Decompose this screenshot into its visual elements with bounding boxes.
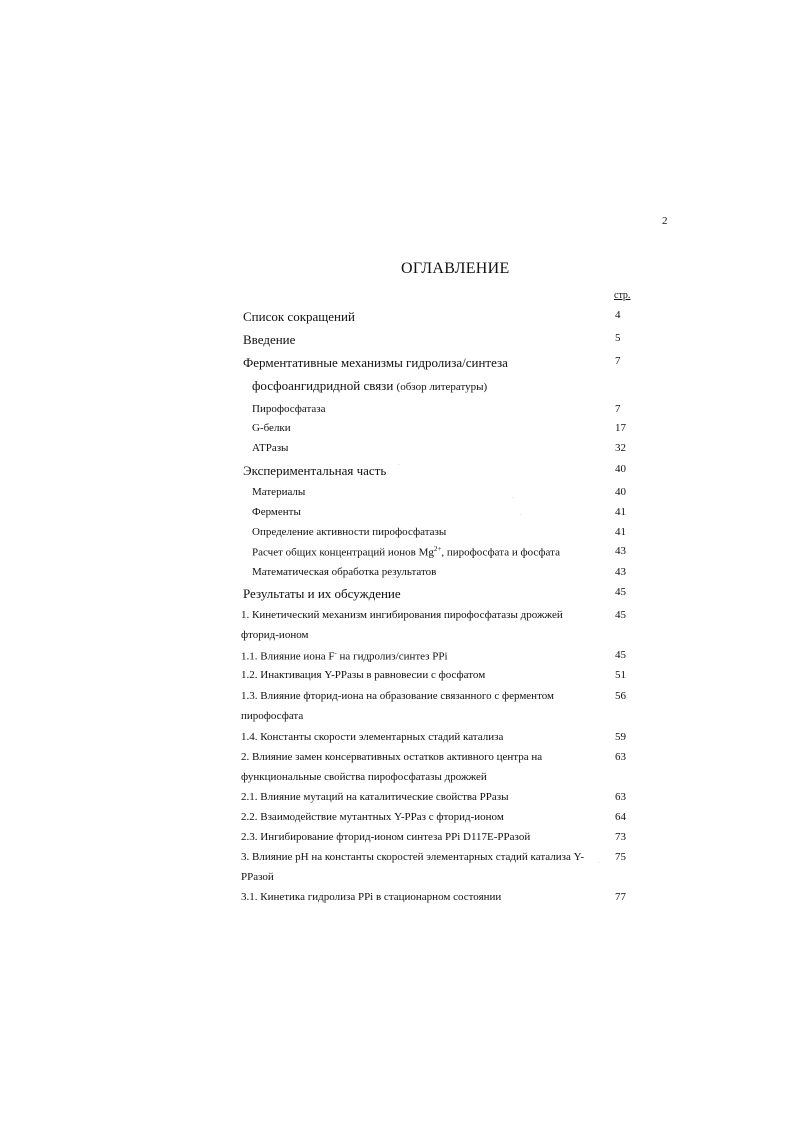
toc-entry-title: Материалы [252, 486, 306, 498]
superscript: - [334, 649, 337, 657]
toc-entry-title: АТРазы [252, 442, 289, 454]
toc-entry-page: 45 [615, 586, 626, 598]
toc-entry-title: Результаты и их обсуждение [243, 586, 401, 601]
toc-entry-title: 3. Влияние pH на константы скоростей элементарных стадий катализа Y- [241, 851, 584, 863]
toc-title: ОГЛАВЛЕНИЕ [401, 260, 510, 277]
toc-entry-title: Пирофосфатаза [252, 403, 326, 415]
scan-speck: . [598, 857, 600, 865]
superscript: 2+ [433, 545, 442, 553]
toc-entry-page: 63 [615, 751, 626, 763]
toc-entry-page: 40 [615, 486, 626, 498]
toc-entry-title: Ферментативные механизмы гидролиза/синтеза [243, 355, 508, 370]
toc-entry-page: 64 [615, 811, 626, 823]
toc-entry-page: 45 [615, 649, 626, 661]
toc-entry-title: 1. Кинетический механизм ингибирования пирофосфатазы дрожжей [241, 609, 563, 621]
scan-speck: . [398, 459, 400, 467]
toc-entry-title: 2.1. Влияние мутаций на каталитические свойства PPазы [241, 791, 509, 803]
page-column-header: стр. [614, 290, 631, 301]
toc-entry-page: 41 [615, 506, 626, 518]
toc-entry-title: фторид-ионом [241, 629, 309, 641]
toc-entry-page: 51 [615, 669, 626, 681]
toc-entry-title: 2. Влияние замен консервативных остатков активного центра на [241, 751, 543, 763]
toc-entry-title: Математическая обработка результатов [252, 566, 437, 578]
toc-entry-title-cont: на гидролиз/синтез PPi [336, 650, 448, 663]
scan-speck: . [520, 509, 522, 517]
toc-entry-title: фосфоангидридной связи [252, 378, 394, 393]
toc-entry-title: G-белки [252, 422, 291, 434]
toc-entry-title: пирофосфата [241, 710, 304, 722]
toc-entry-note: (обзор литературы) [396, 381, 488, 393]
toc-entry-title: Экспериментальная часть [243, 463, 387, 478]
toc-entry-page: 32 [615, 442, 626, 454]
toc-entry-page: 56 [615, 690, 626, 702]
toc-entry-page: 73 [615, 831, 626, 843]
toc-entry-page: 63 [615, 791, 626, 803]
toc-entry-title: 1.3. Влияние фторид-иона на образование связанного с ферментом [241, 690, 554, 702]
toc-entry-title-cont: , пирофосфата и фосфата [441, 546, 560, 559]
toc-entry-title: функциональные свойства пирофосфатазы дрожжей [241, 771, 487, 783]
toc-entry-page: 59 [615, 731, 626, 743]
toc-entry-page: 45 [615, 609, 626, 621]
toc-entry-title: Расчет общих концентраций ионов Mg [252, 546, 434, 559]
toc-entry-page: 41 [615, 526, 626, 538]
toc-entry-title: PPазой [241, 871, 274, 883]
toc-entry-title: 1.2. Инактивация Y-PPазы в равновесии с фосфатом [241, 669, 486, 681]
toc-entry-title: Ферменты [252, 506, 301, 518]
toc-entry-page: 7 [615, 403, 621, 415]
scan-speck: . [512, 492, 514, 500]
toc-entry-title: 3.1. Кинетика гидролиза PPi в стационарном состоянии [241, 891, 502, 903]
toc-entry-page: 17 [615, 422, 626, 434]
toc-entry-page: 40 [615, 463, 626, 475]
page-number: 2 [662, 215, 668, 227]
toc-entry-title: Введение [243, 332, 296, 347]
toc-entry-page: 5 [615, 332, 621, 344]
toc-entry-page: 77 [615, 891, 626, 903]
toc-entry-title: 1.1. Влияние иона F [241, 650, 335, 663]
toc-entry-page: 4 [615, 309, 621, 321]
toc-entry-title: 2.3. Ингибирование фторид-ионом синтеза PPi D117E-PPазой [241, 831, 531, 843]
toc-entry-page: 43 [615, 566, 626, 578]
toc-entry-page: 43 [615, 545, 626, 557]
toc-entry-page: 75 [615, 851, 626, 863]
toc-entry-title: 2.2. Взаимодействие мутантных Y-PPаз с фторид-ионом [241, 811, 504, 823]
toc-entry-title: Определение активности пирофосфатазы [252, 526, 447, 538]
toc-entry-title: Список сокращений [243, 309, 355, 324]
toc-entry-page: 7 [615, 355, 621, 367]
toc-entry-title: 1.4. Константы скорости элементарных стадий катализа [241, 731, 504, 743]
